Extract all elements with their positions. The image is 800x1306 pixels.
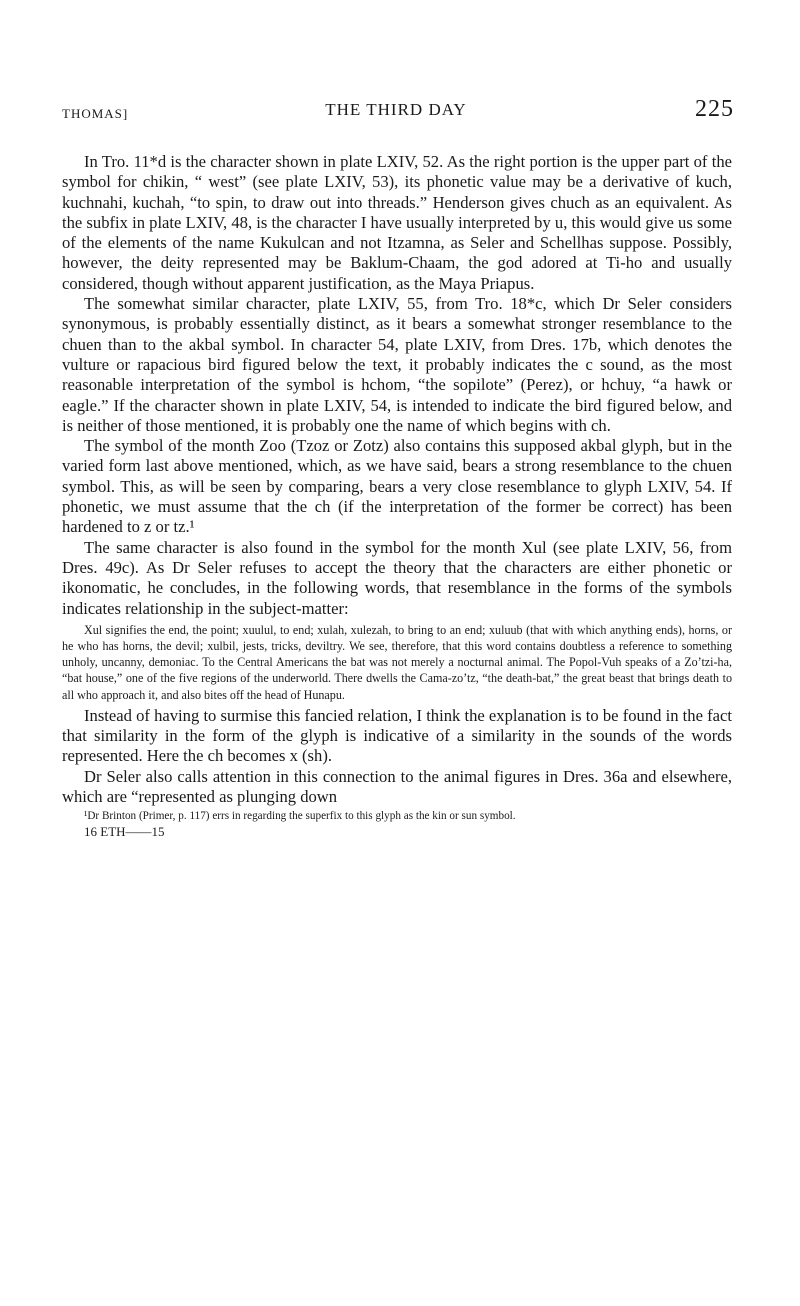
running-header [58,96,734,126]
page-number: 225 [695,96,734,122]
paragraph-3: The symbol of the month Zoo (Tzoz or Zotz) also contains this supposed akbal glyph, but in the varied form last above mentioned, which, as we have said, bears a strong resemblance to the chuen symbol. This, as will be seen by comparing, bears a very close resemblance to glyph LXIV, 54. If phonetic, we must assume that the ch (if the interpretation of the former be correct) has been hardened to z or tz.¹ [62,436,732,537]
header-title: THE THIRD DAY [325,100,467,119]
seler-quotation: Xul signifies the end, the point; xuulul, to end; xulah, xulezah, to bring to an end; xuluub (that with which anything ends), horns, or he who has horns, the devil; xulbil, jests, tricks, deviltry. We see, therefore, that this word contains doubtless a reference to something unholy, uncanny, demoniac. To the Central Americans the bat was not merely a nocturnal animal. The Popol-Vuh speaks of a Zo’tzi-ha, “bat house,” one of the five regions of the underworld. There dwells the Cama-zo’tz, “the death-bat,” the great beast that brings death to all who approach it, and also bites off the head of Hunapu. [62,622,732,702]
paragraph-5: Instead of having to surmise this fancied relation, I think the explanation is to be found in the fact that similarity in the form of the glyph is indicative of a similarity in the sounds of the words represented. Here the ch becomes x (sh). [62,705,732,766]
body-text [62,152,732,840]
paragraph-6: Dr Seler also calls attention in this connection to the animal figures in Dres. 36a and elsewhere, which are “represented as plunging down [62,766,732,807]
signature-mark: 16 ETH——15 [84,824,165,840]
paragraph-4: The same character is also found in the symbol for the month Xul (see plate LXIV, 56, from Dres. 49c). As Dr Seler refuses to accept the theory that the characters are either phonetic or ikonomatic, he concludes, in the following words, that resemblance in the forms of the symbols indicates relationship in the subject-matter: [62,537,732,618]
header-author: THOMAS] [62,106,129,121]
footnote: ¹Dr Brinton (Primer, p. 117) errs in regarding the superfix to this glyph as the kin or sun symbol. [84,810,516,823]
paragraph-1: In Tro. 11*d is the character shown in plate LXIV, 52. As the right portion is the upper part of the symbol for chikin, “ west” (see plate LXIV, 53), its phonetic value may be a derivative of kuch, kuchnahi, kuchah, “to spin, to draw out into threads.” Henderson gives chuch as an equivalent. As the subfix in plate LXIV, 48, is the character I have usually interpreted by u, this would give us some of the elements of the name Kukulcan and not Itzamna, as Seler and Schellhas suppose. Possibly, however, the deity represented may be Baklum-Chaam, the god adored at Ti-ho and usually considered, though without apparent justification, as the Maya Priapus. [62,152,732,293]
paragraph-2: The somewhat similar character, plate LXIV, 55, from Tro. 18*c, which Dr Seler considers synonymous, is probably essentially distinct, as it bears a somewhat stronger resemblance to the chuen than to the akbal symbol. In character 54, plate LXIV, from Dres. 17b, which denotes the vulture or rapacious bird figured below the text, it probably indicates the c sound, as the most reasonable interpretation of the symbol is hchom, “the sopilote” (Perez), or hchuy, “a hawk or eagle.” If the character shown in plate LXIV, 54, is intended to indicate the bird figured below, and is neither of those mentioned, it is probably one the name of which begins with ch. [62,294,732,435]
